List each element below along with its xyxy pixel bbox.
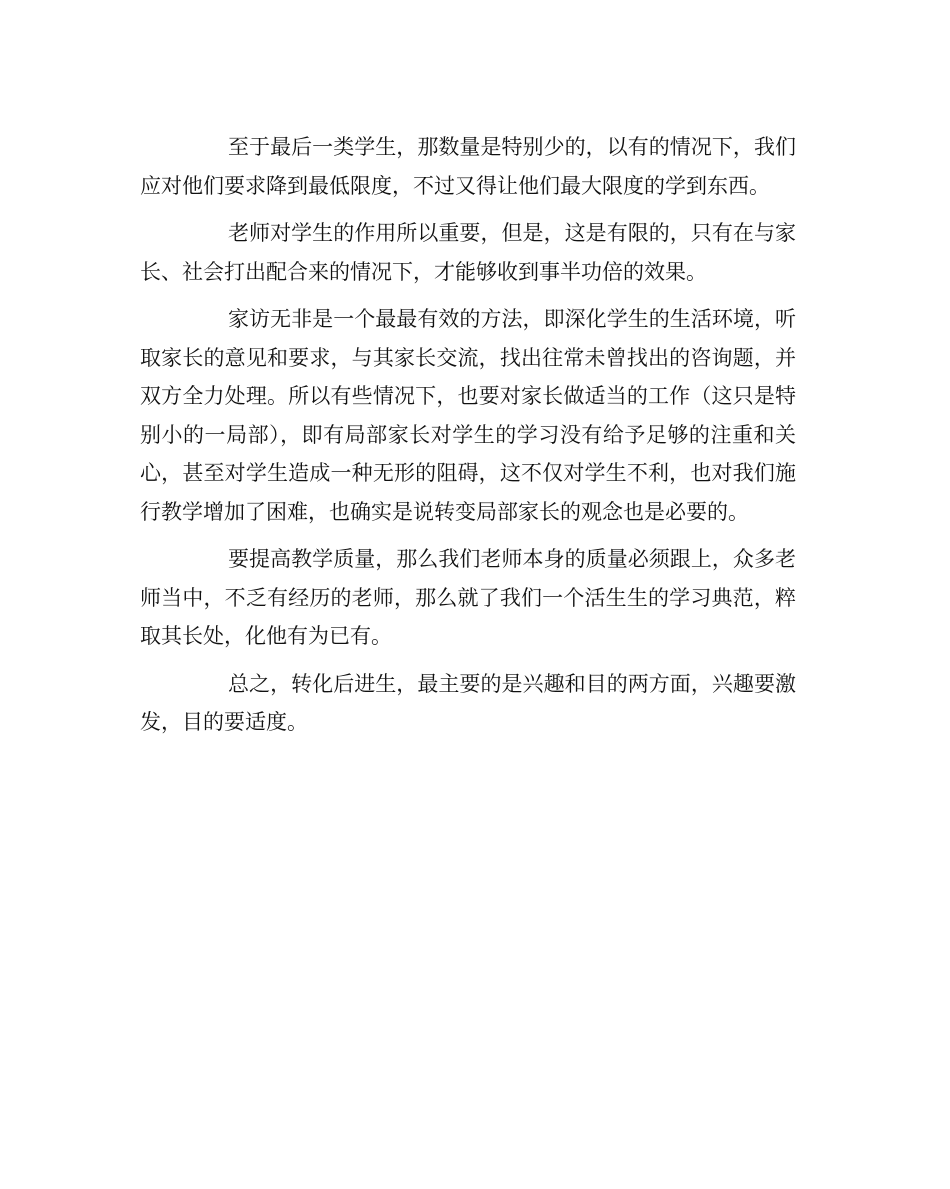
document-body: [140, 128, 796, 751]
paragraph-2: 老师对学生的作用所以重要，但是，这是有限的，只有在与家长、社会打出配合来的情况下，才能够收到事半功倍的效果。: [140, 221, 796, 284]
paragraph-5: 总之，转化后进生，最主要的是兴趣和目的两方面，兴趣要激发，目的要适度。: [140, 671, 796, 734]
paragraph-1: 至于最后一类学生，那数量是特别少的，以有的情况下，我们应对他们要求降到最低限度，不过又得让他们最大限度的学到东西。: [140, 135, 796, 198]
paragraph-4: 要提高教学质量，那么我们老师本身的质量必须跟上，众多老师当中，不乏有经历的老师，那么就了我们一个活生生的学习典范，粹取其长处，化他有为已有。: [140, 547, 796, 648]
paragraph-3: 家访无非是一个最最有效的方法，即深化学生的生活环境，听取家长的意见和要求，与其家长交流，找出往常未曾找出的咨询题，并双方全力处理。所以有些情况下，也要对家长做适当的工作（这只是特别小的一局部），即有局部家长对学生的学习没有给予足够的注重和关心，甚至对学生造成一种无形的阻碍，这不仅对学生不利，也对我们施行教学增加了困难，也确实是说转变局部家长的观念也是必要的。: [140, 307, 796, 524]
